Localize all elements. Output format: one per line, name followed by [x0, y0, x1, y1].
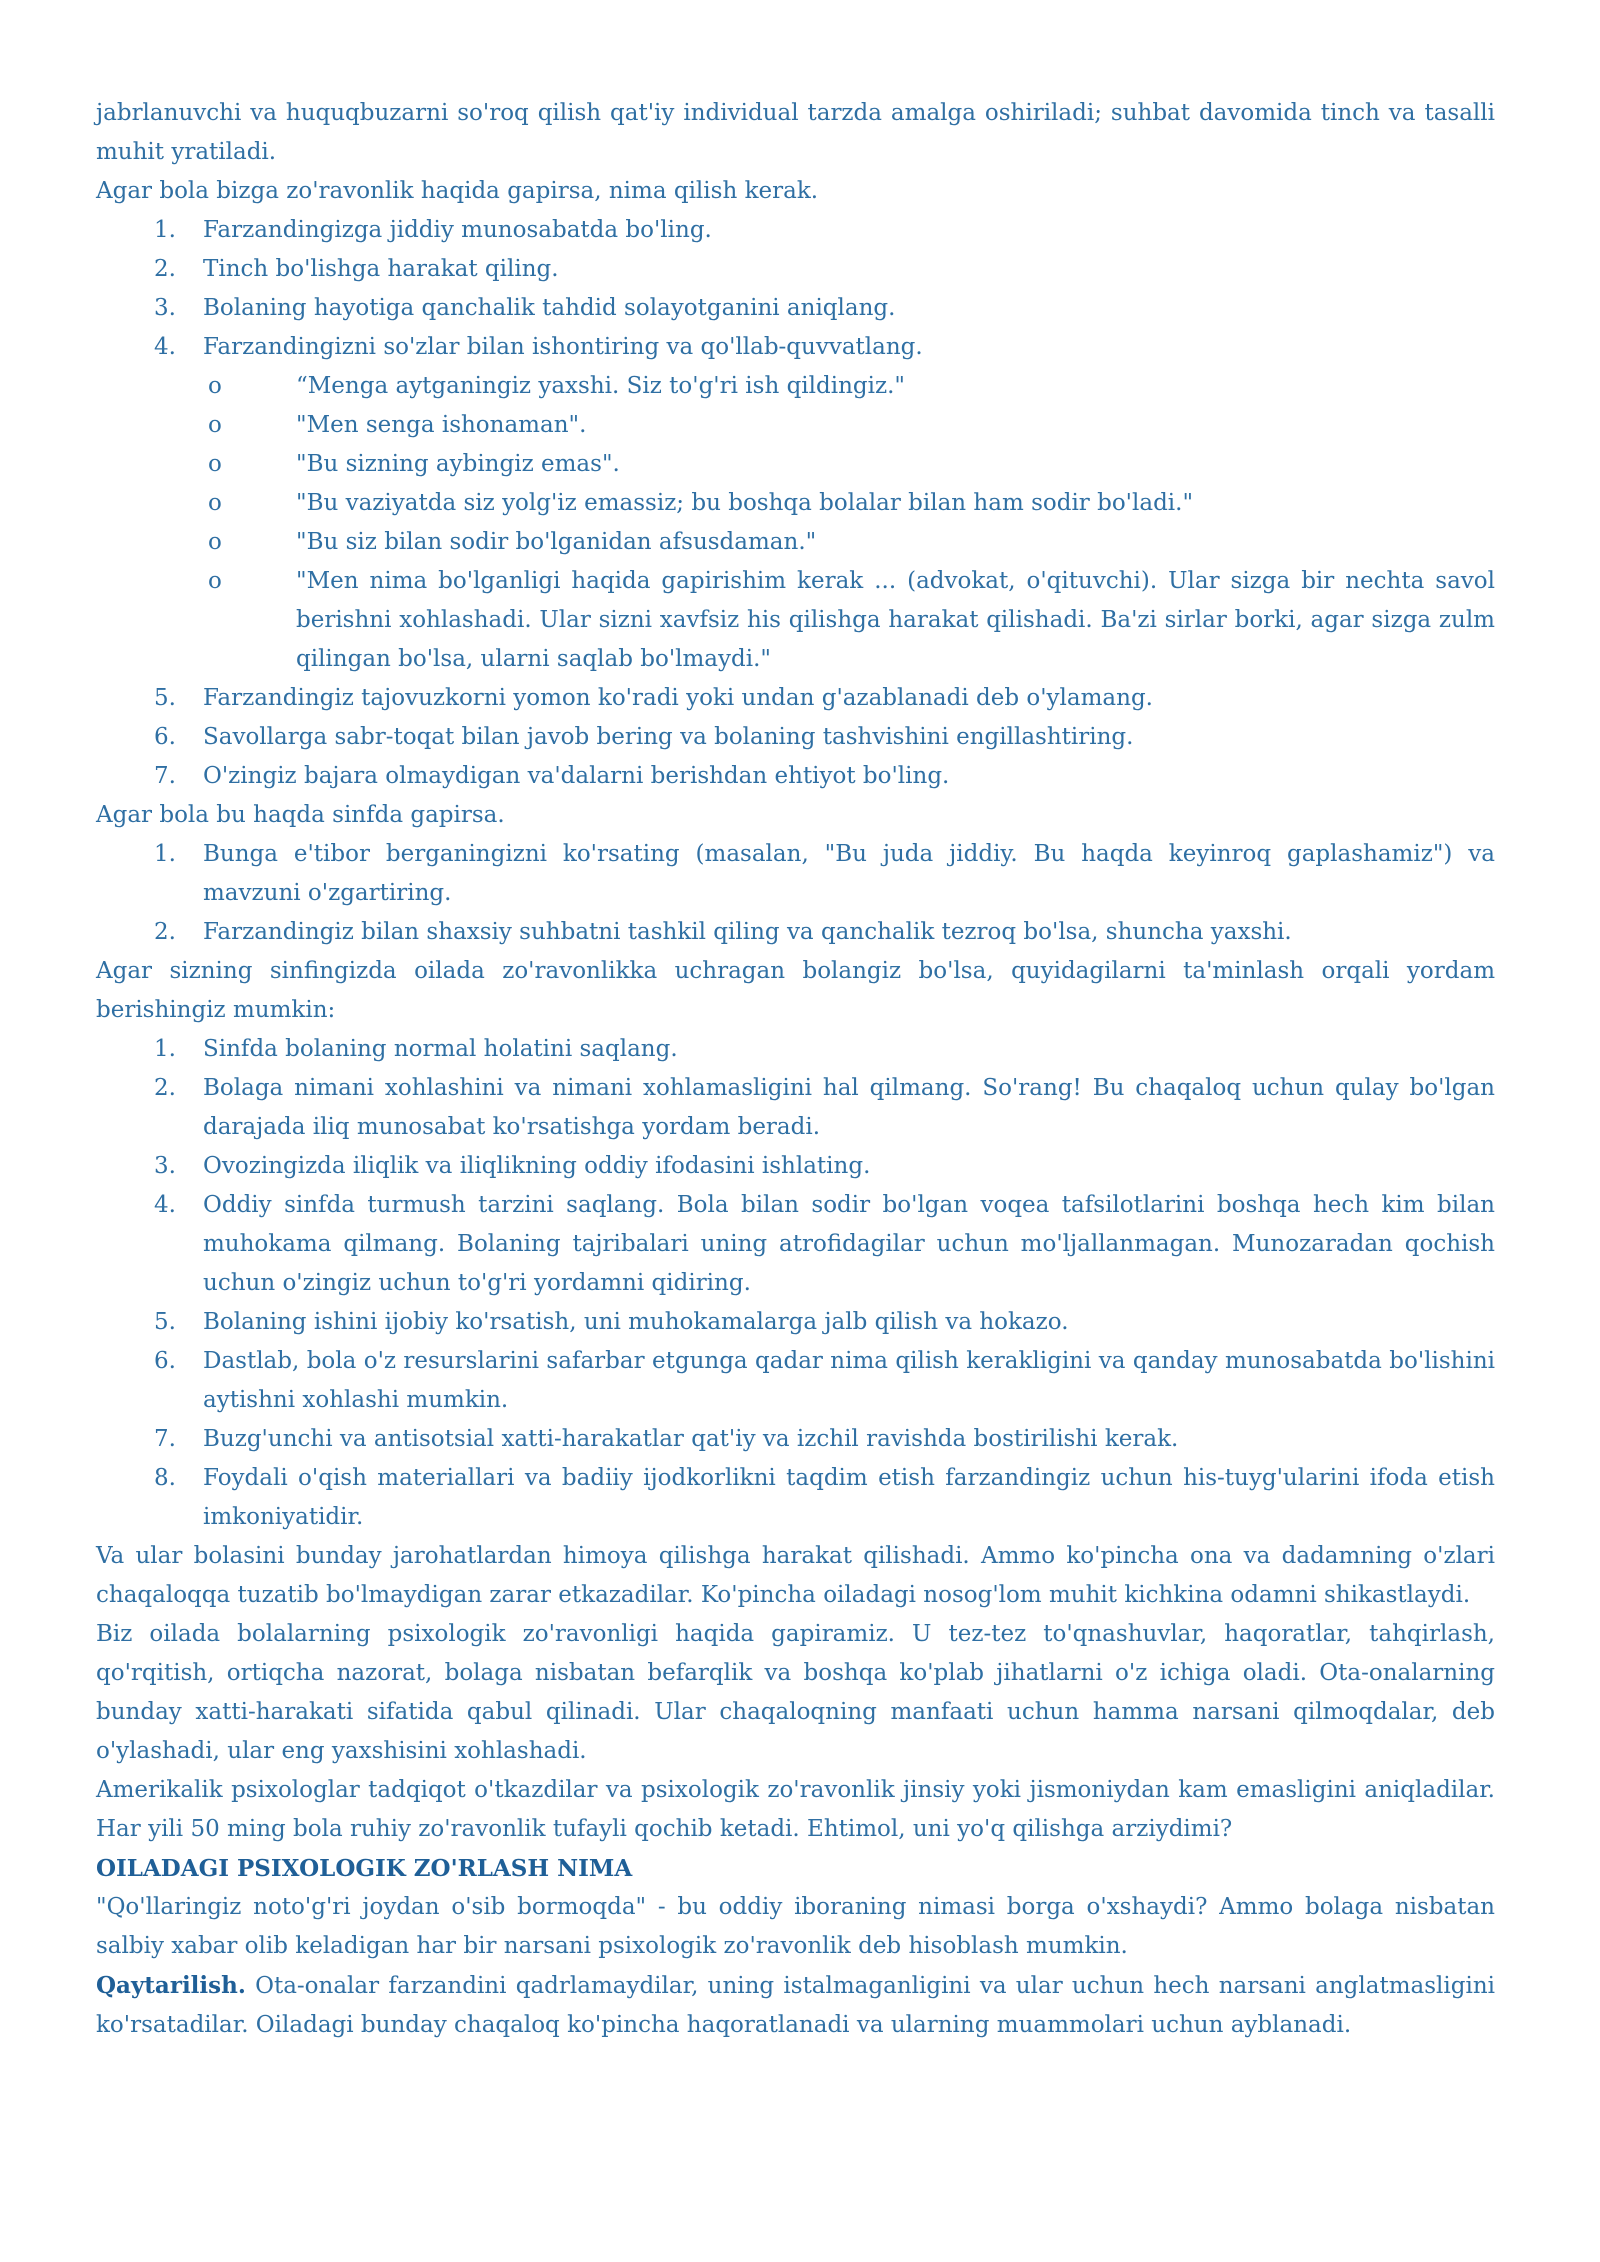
list-item [96, 1342, 1495, 1420]
list-number: 1. [154, 217, 176, 243]
list-number: 7. [154, 1426, 176, 1452]
list-item-text: Farzandingizni so'zlar bilan ishontiring va qo'llab-quvvatlang. [203, 334, 923, 360]
sub-list-item [208, 406, 1495, 445]
list-item [96, 1147, 1495, 1186]
list-item-text: Tinch bo'lishga harakat qiling. [203, 256, 559, 282]
list-item [96, 679, 1495, 718]
list-item-text: Bunga e'tibor berganingizni ko'rsating (masalan, "Bu juda jiddiy. Bu haqda keyinroq gaplashamiz") va mavzuni o'zgartiring. [203, 841, 1495, 906]
list-item [96, 913, 1495, 952]
sub-list-text: "Bu sizning aybingiz emas". [296, 451, 620, 477]
sub-list-text: "Bu vaziyatda siz yolg'iz emassiz; bu boshqa bolalar bilan ham sodir bo'ladi." [296, 490, 1194, 516]
list-number: 6. [154, 1348, 176, 1374]
definition-term: Qaytarilish. [96, 1972, 246, 1999]
section-lead: Agar bola bizga zo'ravonlik haqida gapirsa, nima qilish kerak. [96, 178, 819, 204]
sub-list-item [208, 367, 1495, 406]
list-item-text: Sinfda bolaning normal holatini saqlang. [203, 1036, 678, 1062]
bullet-icon: o [208, 412, 222, 438]
list-item [96, 1420, 1495, 1459]
list-item-text: Bolaning ishini ijobiy ko'rsatish, uni muhokamalarga jalb qilish va hokazo. [203, 1309, 1069, 1335]
list-item [96, 1069, 1495, 1147]
list-item-text: Savollarga sabr-toqat bilan javob bering va bolaning tashvishini engillashtiring. [203, 724, 1134, 750]
list-item [96, 289, 1495, 328]
bullet-icon: o [208, 529, 222, 555]
bullet-icon: o [208, 373, 222, 399]
intro-paragraph: jabrlanuvchi va huquqbuzarni so'roq qilish qat'iy individual tarzda amalga oshiriladi; suhbat davomida tinch va tasalli muhit yratiladi. [96, 100, 1495, 165]
list-item-text: Ovozingizda iliqlik va iliqlikning oddiy ifodasini ishlating. [203, 1153, 871, 1179]
section-lead: Agar bola bu haqda sinfda gapirsa. [96, 802, 505, 828]
list-item-text: Farzandingiz bilan shaxsiy suhbatni tashkil qiling va qanchalik tezroq bo'lsa, shuncha yaxshi. [203, 919, 1292, 945]
body-paragraph: Va ular bolasini bunday jarohatlardan himoya qilishga harakat qilishadi. Ammo ko'pincha ona va dadamning o'zlari chaqaloqqa tuzatib bo'lmaydigan zarar etkazadilar. Ko'pincha oiladagi nosog'lom muhit kichkina odamni shikastlaydi. [96, 1543, 1495, 1608]
list-item [96, 835, 1495, 913]
bullet-icon: o [208, 451, 222, 477]
reassurance-phrases-list [96, 367, 1495, 679]
list-number: 3. [154, 295, 176, 321]
body-paragraph: Amerikalik psixologlar tadqiqot o'tkazdilar va psixologik zo'ravonlik jinsiy yoki jismoniydan kam emasligini aniqladilar. Har yili 50 ming bola ruhiy zo'ravonlik tufayli qochib ketadi. Ehtimol, uni yo'q qilishga arziydimi? [96, 1777, 1495, 1842]
sub-list-text: "Men senga ishonaman". [296, 412, 587, 438]
list-number: 4. [154, 334, 176, 360]
sub-list-item [208, 484, 1495, 523]
definition-paragraph [96, 1966, 1495, 2045]
list-item-text: O'zingiz bajara olmaydigan va'dalarni berishdan ehtiyot bo'ling. [203, 763, 950, 789]
sub-list-item [208, 562, 1495, 679]
list-item [96, 757, 1495, 796]
list-number: 3. [154, 1153, 176, 1179]
list-item-text: Buzg'unchi va antisotsial xatti-harakatlar qat'iy va izchil ravishda bostirilishi kerak. [203, 1426, 1179, 1452]
list-item-text: Foydali o'qish materiallari va badiiy ijodkorlikni taqdim etish farzandingiz uchun his-tuyg'ularini ifoda etish imkoniyatidir. [203, 1465, 1495, 1530]
sub-list-item [208, 445, 1495, 484]
classroom-list [96, 835, 1495, 952]
bullet-icon: o [208, 490, 222, 516]
list-number: 7. [154, 763, 176, 789]
list-item [96, 1459, 1495, 1537]
list-item-text: Dastlab, bola o'z resurslarini safarbar etgunga qadar nima qilish kerakligini va qanday munosabatda bo'lishini aytishni xohlashi mumkin. [203, 1348, 1495, 1413]
list-item [96, 1303, 1495, 1342]
list-item [96, 250, 1495, 289]
sub-list-item [208, 523, 1495, 562]
body-paragraph: Biz oilada bolalarning psixologik zo'ravonligi haqida gapiramiz. U tez-tez to'qnashuvlar, haqoratlar, tahqirlash, qo'rqitish, ortiqcha nazorat, bolaga nisbatan befarqlik va boshqa ko'plab jihatlarni o'z ichiga oladi. Ota-onalarning bunday xatti-harakati sifatida qabul qilinadi. Ular chaqaloqning manfaati uchun hamma narsani qilmoqdalar, deb o'ylashadi, ular eng yaxshisini xohlashadi. [96, 1621, 1495, 1764]
list-item [96, 1186, 1495, 1303]
document-page [96, 94, 1495, 2045]
sub-list-text: “Menga aytganingiz yaxshi. Siz to'g'ri ish qildingiz." [296, 373, 905, 399]
list-item-text: Bolaning hayotiga qanchalik tahdid solayotganini aniqlang. [203, 295, 896, 321]
sub-list-text: "Bu siz bilan sodir bo'lganidan afsusdaman." [296, 529, 817, 555]
bullet-icon: o [208, 568, 222, 594]
list-item [96, 211, 1495, 250]
list-number: 2. [154, 1075, 176, 1101]
section-heading: OILADAGI PSIXOLOGIK ZO'RLASH NIMA [96, 1855, 633, 1882]
list-item [96, 718, 1495, 757]
list-number: 2. [154, 919, 176, 945]
definition-text: Ota-onalar farzandini qadrlamaydilar, uning istalmaganligini va ular uchun hech narsani anglatmasligini ko'rsatadilar. Oiladagi bunday chaqaloq ko'pincha haqoratlanadi va ularning muammolari uchun ayblanadi. [96, 1973, 1495, 2038]
list-number: 4. [154, 1192, 176, 1218]
list-number: 1. [154, 841, 176, 867]
list-number: 5. [154, 1309, 176, 1335]
list-item-text: Oddiy sinfda turmush tarzini saqlang. Bola bilan sodir bo'lgan voqea tafsilotlarini boshqa hech kim bilan muhokama qilmang. Bolaning tajribalari uning atrofidagilar uchun mo'ljallanmagan. Munozaradan qochish uchun o'zingiz uchun to'g'ri yordamni qidiring. [203, 1192, 1495, 1296]
list-number: 6. [154, 724, 176, 750]
list-number: 2. [154, 256, 176, 282]
support-list [96, 1030, 1495, 1537]
list-item-text: Farzandingizga jiddiy munosabatda bo'ling. [203, 217, 712, 243]
sub-list-text: "Men nima bo'lganligi haqida gapirishim kerak ... (advokat, o'qituvchi). Ular sizga bir nechta savol berishni xohlashadi. Ular sizni xavfsiz his qilishga harakat qilishadi. Ba'zi sirlar borki, agar sizga zulm qilingan bo'lsa, ularni saqlab bo'lmaydi." [296, 568, 1495, 672]
list-item [96, 1030, 1495, 1069]
list-item-text: Bolaga nimani xohlashini va nimani xohlamasligini hal qilmang. So'rang! Bu chaqaloq uchun qulay bo'lgan darajada iliq munosabat ko'rsatishga yordam beradi. [203, 1075, 1495, 1140]
what-to-do-list-continued [96, 679, 1495, 796]
what-to-do-list [96, 211, 1495, 367]
list-number: 8. [154, 1465, 176, 1491]
section-lead: Agar sizning sinfingizda oilada zo'ravonlikka uchragan bolangiz bo'lsa, quyidagilarni ta'minlash orqali yordam berishingiz mumkin: [96, 958, 1495, 1023]
list-item [96, 328, 1495, 367]
list-item-text: Farzandingiz tajovuzkorni yomon ko'radi yoki undan g'azablanadi deb o'ylamang. [203, 685, 1153, 711]
body-paragraph: "Qo'llaringiz noto'g'ri joydan o'sib bormoqda" - bu oddiy iboraning nimasi borga o'xshaydi? Ammo bolaga nisbatan salbiy xabar olib keladigan har bir narsani psixologik zo'ravonlik deb hisoblash mumkin. [96, 1894, 1495, 1959]
list-number: 1. [154, 1036, 176, 1062]
list-number: 5. [154, 685, 176, 711]
